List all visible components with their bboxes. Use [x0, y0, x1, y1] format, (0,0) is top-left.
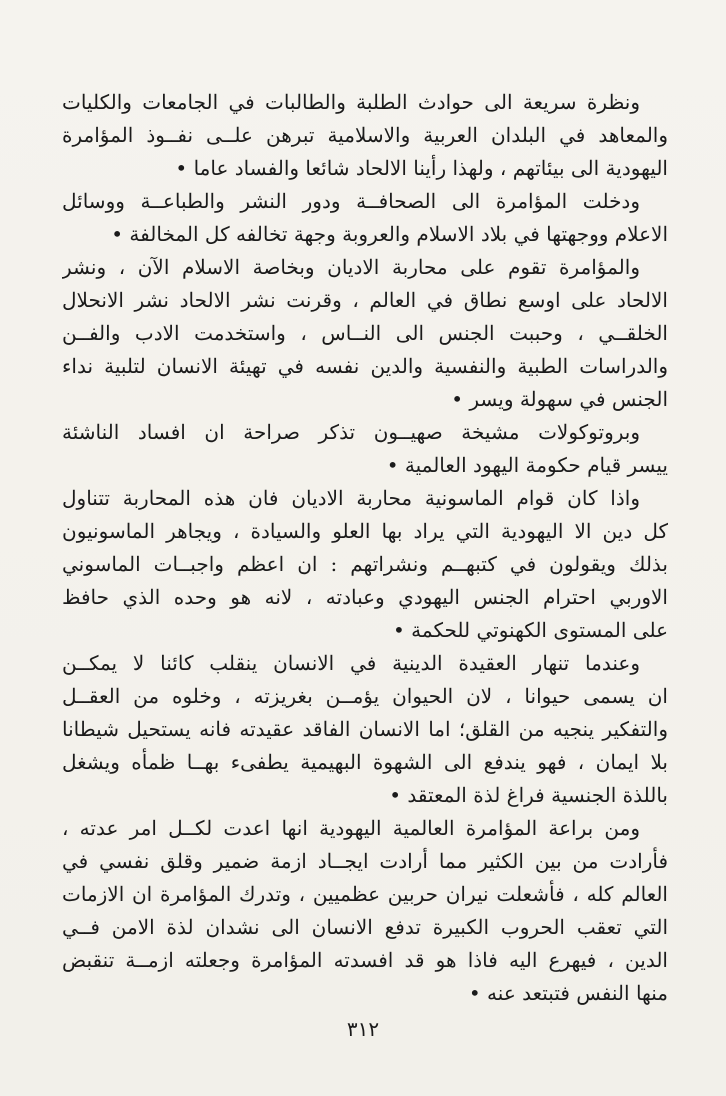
- text-line: التي تعقب الحروب الكبيرة تدفع الانسان الى نشدان لذة الامن فــي: [62, 915, 668, 939]
- text-line: الجنس في سهولة ويسر •: [451, 387, 668, 411]
- text-line: فأرادت من بين الكثير مما أرادت ايجــاد ازمة ضمير وقلق نفسي في: [62, 849, 668, 873]
- text-line: والدراسات الطبية والنفسية والدين نفسه في تهيئة الانسان لتلبية نداء: [62, 354, 668, 378]
- text-line: على المستوى الكهنوتي للحكمة •: [393, 618, 668, 642]
- text-line: ونظرة سريعة الى حوادث الطلبة والطالبات في الجامعات والكليات: [62, 90, 640, 114]
- text-line: ان يسمى حيوانا ، لان الحيوان يؤمــن بغريزته ، وخلوه من العقــل: [62, 684, 668, 708]
- text-line: باللذة الجنسية فراغ لذة المعتقد •: [389, 783, 668, 807]
- body-text: [62, 86, 668, 1010]
- text-line: واذا كان قوام الماسونية محاربة الاديان فان هذه المحاربة تتناول: [62, 486, 640, 510]
- text-line: وعندما تنهار العقيدة الدينية في الانسان ينقلب كائنا لا يمكــن: [62, 651, 640, 675]
- page-number: ٣١٢: [346, 1017, 380, 1041]
- text-line: منها النفس فتبتعد عنه •: [468, 981, 668, 1005]
- text-line: وبروتوكولات مشيخة صهيــون تذكر صراحة ان افساد الناشئة: [62, 420, 640, 444]
- text-line: ومن براعة المؤامرة العالمية اليهودية انها اعدت لكــل امر عدته ،: [62, 816, 640, 840]
- text-line: الالحاد على اوسع نطاق في العالم ، وقرنت نشر الالحاد نشر الانحلال: [62, 288, 668, 312]
- text-line: الاعلام ووجهتها في بلاد الاسلام والعروبة وجهة تخالفه كل المخالفة •: [111, 222, 668, 246]
- text-line: ييسر قيام حكومة اليهود العالمية •: [386, 453, 668, 477]
- text-line: الخلقــي ، وحببت الجنس الى النــاس ، واستخدمت الادب والفــن: [62, 321, 668, 345]
- text-line: والتفكير ينجيه من القلق؛ اما الانسان الفاقد عقيدته فانه يستحيل شيطانا: [62, 717, 668, 741]
- text-line: اليهودية الى بيئاتهم ، ولهذا رأينا الالحاد شائعا والفساد عاما •: [175, 156, 668, 180]
- text-line: والمؤامرة تقوم على محاربة الاديان وبخاصة الاسلام الآن ، ونشر: [62, 255, 640, 279]
- text-line: ودخلت المؤامرة الى الصحافــة ودور النشر والطباعــة ووسائل: [62, 189, 640, 213]
- text-line: الاوربي احترام الجنس اليهودي وعبادته ، لانه هو وحده الذي حافظ: [62, 585, 668, 609]
- text-line: والمعاهد في البلدان العربية والاسلامية تبرهن علــى نفــوذ المؤامرة: [62, 123, 668, 147]
- text-line: الدين ، فيهرع اليه فاذا هو قد افسدته المؤامرة وجعلته ازمــة تنقبض: [62, 948, 668, 972]
- text-line: بلا ايمان ، فهو يندفع الى الشهوة البهيمية يطفىء بهــا ظمأه ويشغل: [62, 750, 668, 774]
- text-line: العالم كله ، فأشعلت نيران حربين عظميين ، وتدرك المؤامرة ان الازمات: [62, 882, 668, 906]
- text-line: كل دين الا اليهودية التي يراد بها العلو والسيادة ، ويجاهر الماسونيون: [62, 519, 668, 543]
- text-line: بذلك ويقولون في كتبهــم ونشراتهم : ان اعظم واجبــات الماسوني: [62, 552, 668, 576]
